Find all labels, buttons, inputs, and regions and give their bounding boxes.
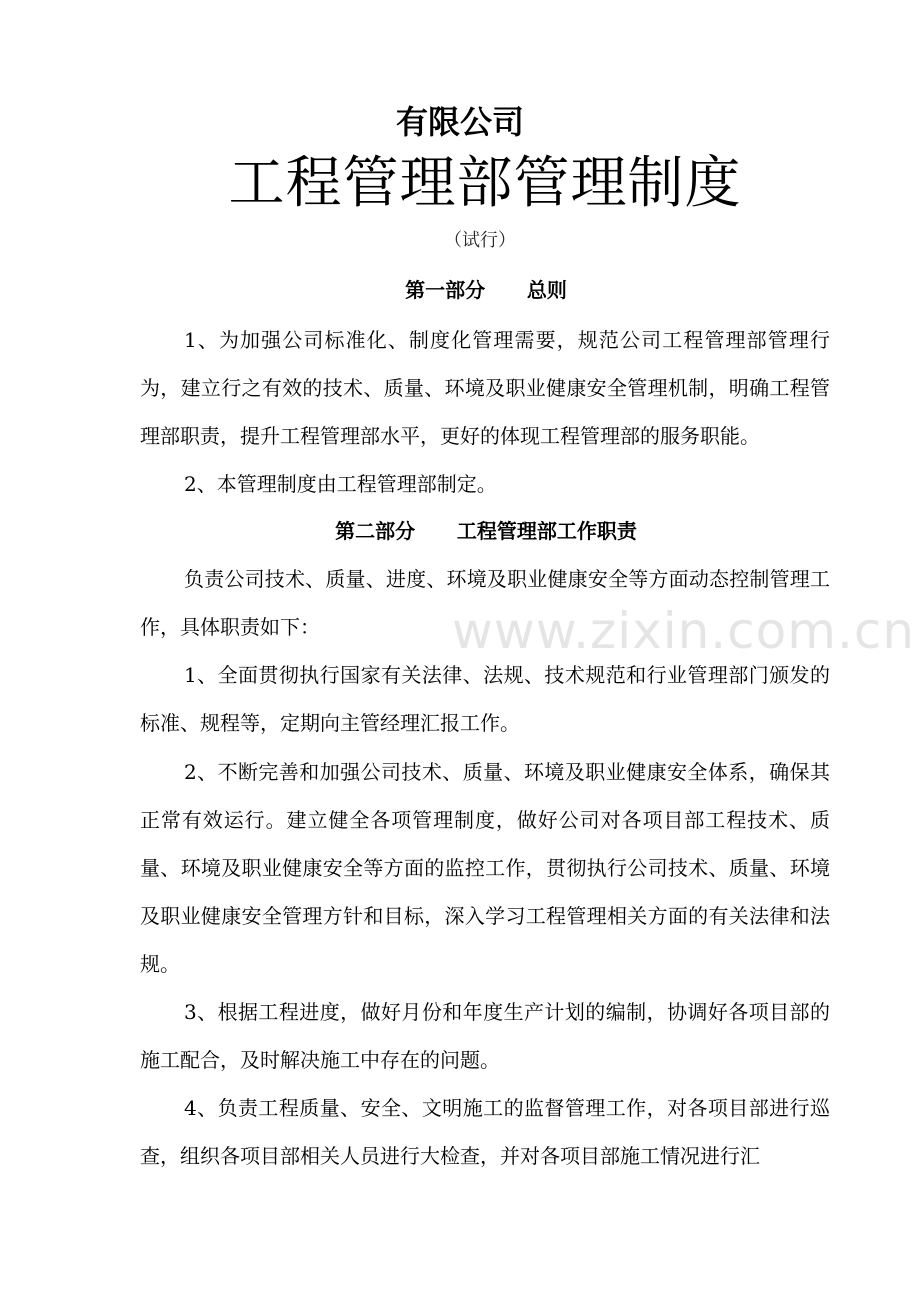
- paragraph-duties-intro: 负责公司技术、质量、进度、环境及职业健康安全等方面动态控制管理工作，具体职责如下：: [140, 567, 830, 639]
- document-title: 工程管理部管理制度: [228, 151, 742, 216]
- paragraph-general-2: 2、本管理制度由工程管理部制定。: [184, 472, 497, 496]
- document-subtitle: （试行）: [444, 230, 516, 251]
- paragraph-general-1: 1、为加强公司标准化、制度化管理需要，规范公司工程管理部管理行为，建立行之有效的技术、质量、环境及职业健康安全管理机制，明确工程管理部职责，提升工程管理部水平，更好的体现工程管理部的服务职能。: [140, 328, 830, 448]
- site-watermark: www.zixin.com.cn: [452, 602, 916, 660]
- paragraph-duties-1: 1、全面贯彻执行国家有关法律、法规、技术规范和行业管理部门颁发的标准、规程等，定期向主管经理汇报工作。: [140, 663, 830, 735]
- section-heading-general: 第一部分 总则: [405, 278, 567, 302]
- paragraph-duties-2: 2、不断完善和加强公司技术、质量、环境及职业健康安全体系，确保其正常有效运行。建立健全各项管理制度，做好公司对各项目部工程技术、质量、环境及职业健康安全等方面的监控工作，贯彻执行公司技术、质量、环境及职业健康安全管理方针和目标，深入学习工程管理相关方面的有关法律和法规。: [140, 760, 830, 976]
- paragraph-duties-4: 4、负责工程质量、安全、文明施工的监督管理工作，对各项目部进行巡查，组织各项目部相关人员进行大检查，并对各项目部施工情况进行汇: [140, 1096, 830, 1168]
- company-name: 有限公司: [395, 103, 524, 141]
- paragraph-duties-3: 3、根据工程进度，做好月份和年度生产计划的编制，协调好各项目部的施工配合，及时解决施工中存在的问题。: [140, 1000, 830, 1072]
- section-heading-duties: 第二部分 工程管理部工作职责: [335, 519, 637, 543]
